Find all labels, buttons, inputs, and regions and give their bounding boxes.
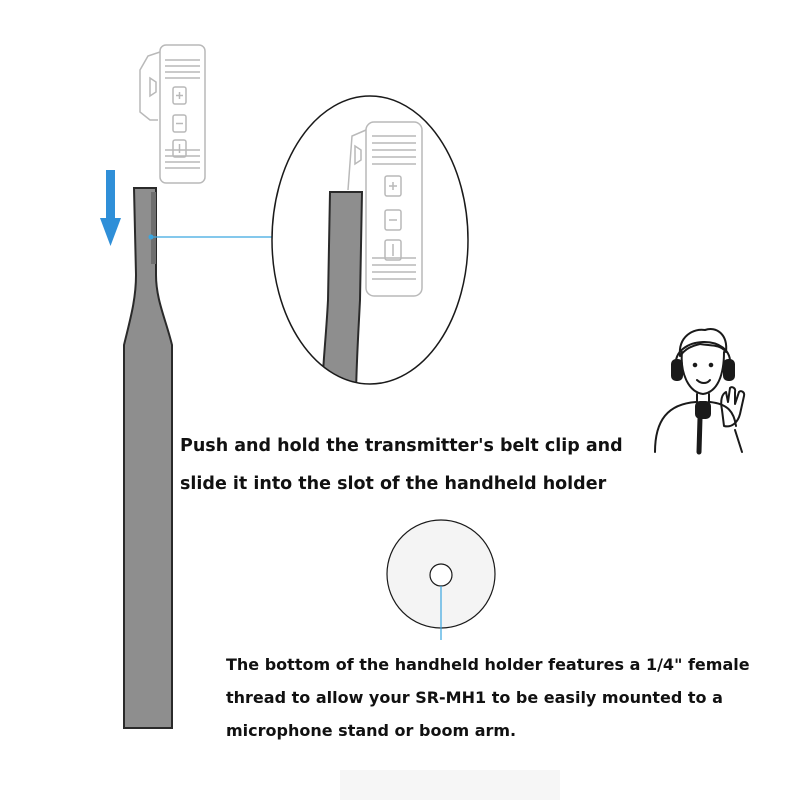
zoom-oval bbox=[272, 96, 468, 400]
transmitter-small bbox=[140, 45, 205, 183]
thread-description-line-3: microphone stand or boom arm. bbox=[226, 721, 517, 740]
holder-bottom-view bbox=[387, 520, 495, 640]
thread-description-line-2: thread to allow your SR-MH1 to be easily mounted to a bbox=[226, 688, 723, 707]
slide-instruction-line-2: slide it into the slot of the handheld holder bbox=[180, 474, 607, 494]
female-thread-icon bbox=[430, 564, 452, 586]
handheld-holder bbox=[124, 188, 172, 728]
thread-description-caption bbox=[226, 648, 750, 747]
presenter-figure-icon bbox=[655, 329, 744, 452]
holder-slot bbox=[151, 192, 156, 264]
thread-description-line-1: The bottom of the handheld holder features a 1/4" female bbox=[226, 655, 750, 674]
slide-instruction-caption bbox=[180, 427, 623, 503]
bottom-shadow bbox=[340, 770, 560, 800]
slide-down-arrow-icon bbox=[100, 170, 121, 246]
zoom-leader-dot bbox=[149, 235, 154, 240]
slide-instruction-line-1: Push and hold the transmitter's belt clip and bbox=[180, 436, 623, 456]
